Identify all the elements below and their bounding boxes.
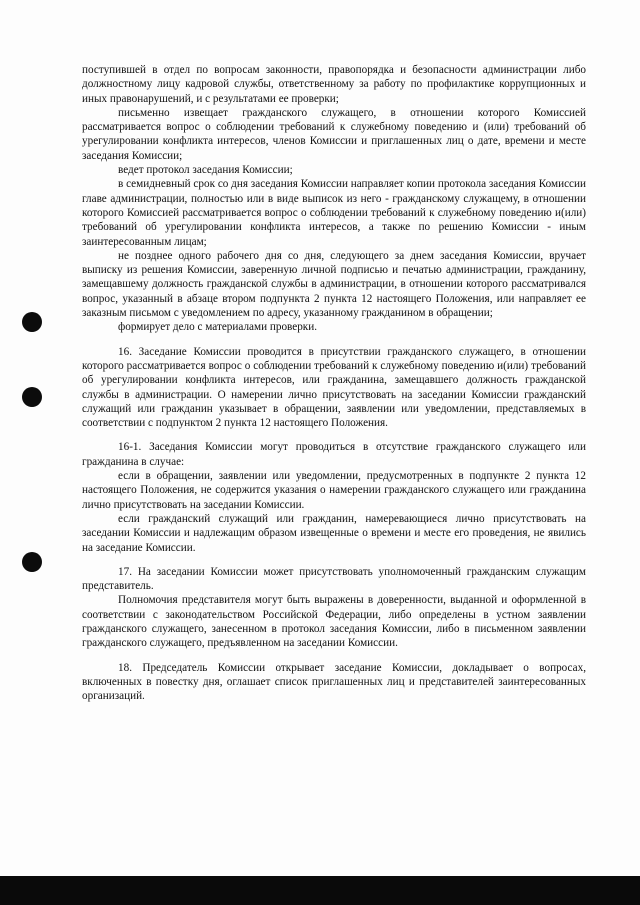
paragraph-section-16-1: 16-1. Заседания Комиссии могут проводиться в отсутствие гражданского служащего или гражданина в случае: (82, 441, 586, 468)
document-body (82, 63, 586, 703)
paragraph: формирует дело с материалами проверки. (118, 321, 318, 334)
paragraph: поступившей в отдел по вопросам законности, правопорядка и безопасности администрации либо должностному лицу кадровой службы, ответственному за работу по профилактике коррупционных и иных правонарушений, и с результатами ее проверки; (82, 64, 586, 105)
paragraph: не позднее одного рабочего дня со дня, следующего за днем заседания Комиссии, вручает выписку из решения Комиссии, заверенную личной подписью и печатью администрации, гражданину, замещавшему должность гражданской службы в администрации, в отношении которого рассматривался вопрос, указанный в абзаце втором подпункта 2 пункта 12 настоящего Положения, или направляет ее заказным письмом с уведомлением по адресу, указанному гражданином в обращении; (82, 249, 586, 320)
paragraph: в семидневный срок со дня заседания Комиссии направляет копии протокола заседания Комиссии главе администрации, полностью или в виде выписок из него - гражданскому служащему, в отношении которого Комиссией рассматривается вопрос о соблюдении требований к служебному поведению и(или) требований об урегулировании конфликта интересов, а также по решению Комиссии - иным заинтересованным лицам; (82, 178, 586, 248)
paragraph: если в обращении, заявлении или уведомлении, предусмотренных в подпункте 2 пункта 12 настоящего Положения, не содержится указания о намерении гражданского служащего или гражданина лично присутствовать на заседании Комиссии. (82, 470, 586, 511)
paragraph: если гражданский служащий или гражданин, намеревающиеся лично присутствовать на заседании Комиссии и надлежащим образом извещенные о времени и месте его проведения, не явились на заседание Комиссии. (82, 512, 586, 554)
paragraph: письменно извещает гражданского служащего, в отношении которого Комиссией рассматривается вопрос о соблюдении требований к служебному поведению и (или) требований об урегулировании конфликта интересов, членов Комиссии и приглашенных лиц о дате, времени и месте заседания Комиссии; (82, 106, 586, 162)
punch-hole (22, 387, 42, 407)
paragraph-section-17: 17. На заседании Комиссии может присутствовать уполномоченный гражданским служащим представитель. (82, 565, 586, 593)
paragraph-section-18: 18. Председатель Комиссии открывает заседание Комиссии, докладывает о вопросах, включенных в повестку дня, оглашает список приглашенных лиц и представителей заинтересованных организаций. (82, 661, 586, 703)
punch-hole (22, 312, 42, 332)
paragraph: Полномочия представителя могут быть выражены в доверенности, выданной и оформленной в соответствии с законодательством Российской Федерации, либо определены в устном заявлении гражданского служащего, занесенном в протокол заседания Комиссии, либо в письменном заявлении гражданского служащего, предъявленном на заседании Комиссии. (82, 594, 586, 650)
paragraph-section-16: 16. Заседание Комиссии проводится в присутствии гражданского служащего, в отношении которого рассматривается вопрос о соблюдении требований к служебному поведению и(или) требований об урегулировании конфликта интересов, или гражданина, замещавшего должность гражданской службы в администрации. О намерении лично присутствовать на заседании Комиссии гражданский служащий или гражданин указывает в обращении, заявлении или уведомлении, представляемых в соответствии с подпунктом 2 пункта 12 настоящего Положения. (82, 345, 586, 430)
scan-bottom-edge (0, 876, 640, 905)
paragraph: ведет протокол заседания Комиссии; (118, 164, 293, 177)
punch-hole (22, 552, 42, 572)
